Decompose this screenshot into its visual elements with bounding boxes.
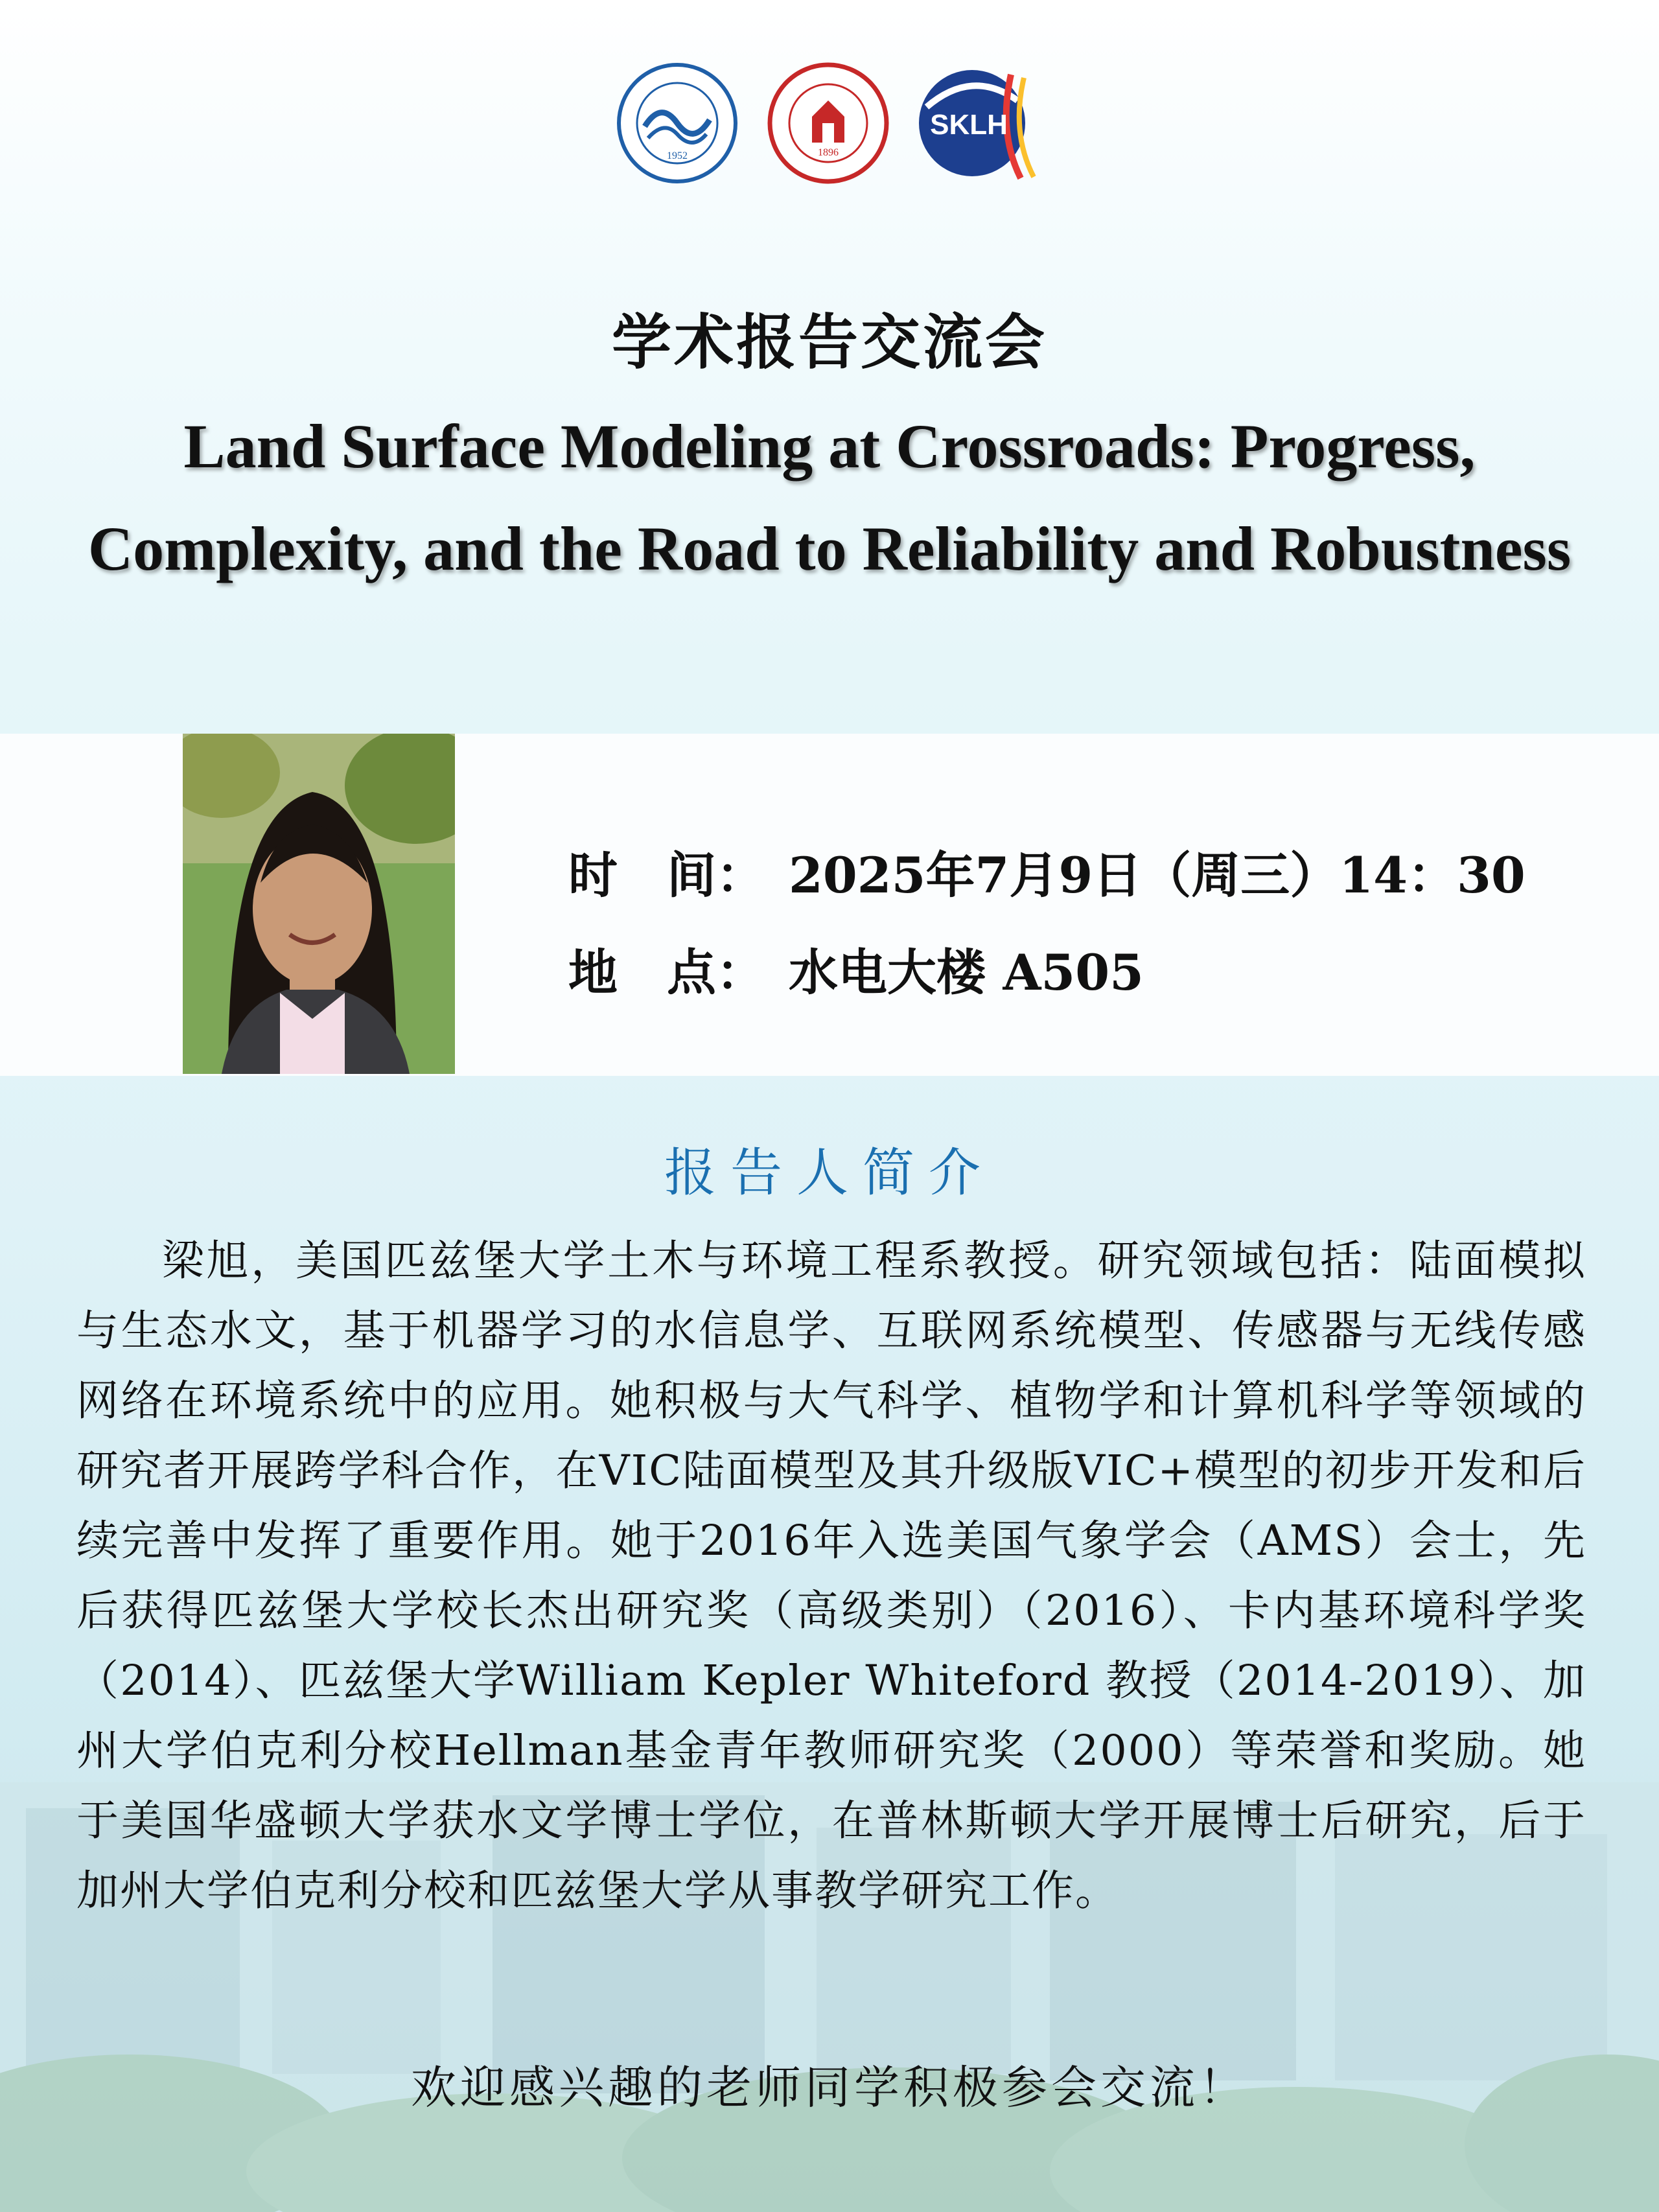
event-location xyxy=(568,933,1144,1004)
lab-logo xyxy=(914,62,1037,185)
speaker-photo xyxy=(183,734,455,1074)
talk-title-english xyxy=(0,395,1659,600)
speaker-bio-body: 梁旭，美国匹兹堡大学土木与环境工程系教授。研究领域包括：陆面模拟与生态水文，基于机器学习的水信息学、互联网系统模型、传感器与无线传感网络在环境系统中的应用。她积极与大气科学、植物学和计算机科学等领域的研究者开展跨学科合作，在VIC陆面模型及其升级版VIC+模型的初步开发和后续完善中发挥了重要作用。她于2016年入选美国气象学会（AMS）会士，先后获得匹兹堡大学校长杰出研究奖（高级类别）（2016）、卡内基环境科学奖（2014）、匹兹堡大学William Kepler Whiteford 教授（2014-2019）、加州大学伯克利分校Hellman基金青年教师研究奖（2000）等荣誉和奖励。她于美国华盛顿大学获水文学博士学位，在普林斯顿大学开展博士后研究，后于加州大学伯克利分校和匹兹堡大学从事教学研究工作。 xyxy=(76,1237,1586,1915)
speaker-bio-text xyxy=(76,1226,1586,1926)
talk-title-line-1: Land Surface Modeling at Crossroads: Progress, xyxy=(183,412,1476,481)
college-logo xyxy=(616,62,739,185)
college-logo-year: 1952 xyxy=(667,150,688,161)
talk-title-line-2: Complexity, and the Road to Reliability and Robustness xyxy=(87,514,1572,583)
time-label: 时 间： xyxy=(568,846,765,904)
university-logo xyxy=(767,62,890,185)
university-logo-year: 1896 xyxy=(818,147,839,158)
event-time xyxy=(568,836,1526,907)
location-label: 地 点： xyxy=(568,944,765,1001)
lab-logo-text: SKLH xyxy=(930,109,1008,141)
speaker-bio-heading: 报告人简介 xyxy=(664,1143,995,1203)
welcome-message: 欢迎感兴趣的老师同学积极参会交流！ xyxy=(411,2061,1248,2114)
event-title-chinese: 学术报告交流会 xyxy=(611,307,1047,377)
location-value: 水电大楼 A505 xyxy=(789,944,1144,1001)
time-value: 2025年7月9日（周三）14：30 xyxy=(789,846,1526,904)
